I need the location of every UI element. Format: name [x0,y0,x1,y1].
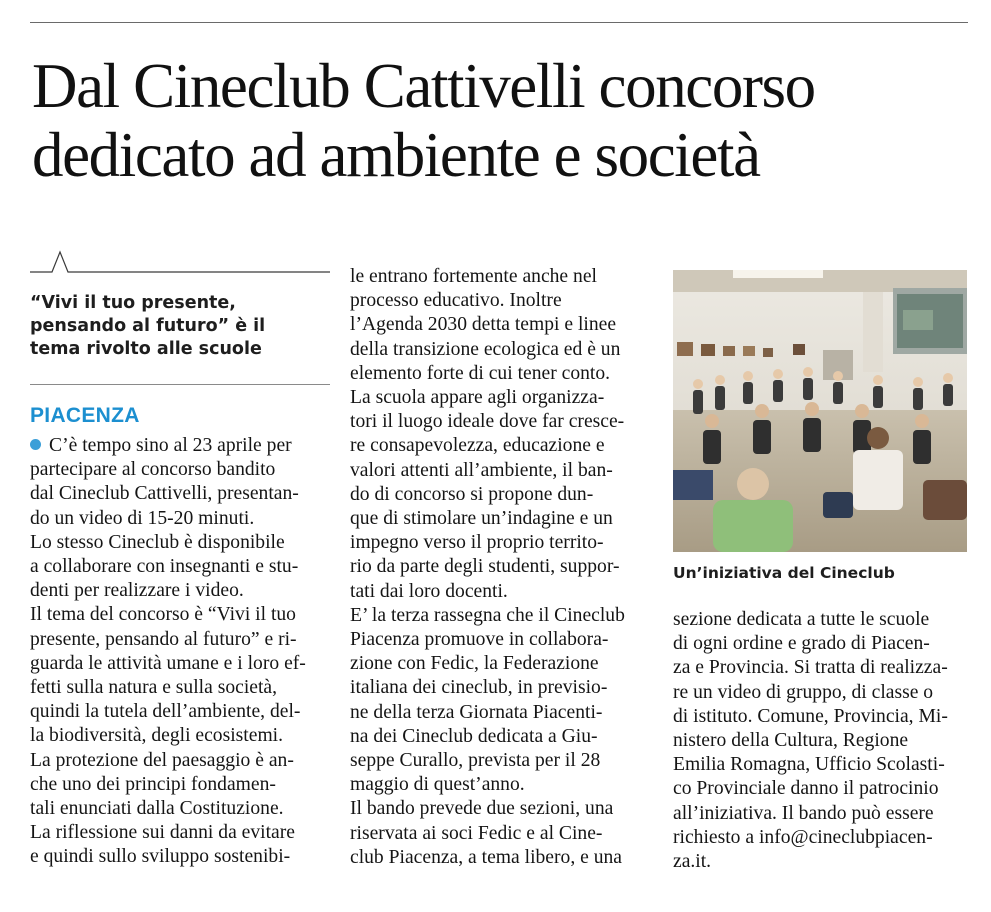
text-line: maggio di quest’anno. [350,774,525,796]
text-line: e quindi sullo sviluppo sostenibi- [30,846,291,868]
text-line: Il bando prevede due sezioni, una [350,798,614,820]
section-rule [30,384,330,385]
text-line: E’ la terza rassegna che il Cineclub [350,604,625,626]
text-line: ne della terza Giornata Piacenti- [350,701,603,723]
text-line: sezione dedicata a tutte le scuole [673,609,930,630]
text-line: do di concorso si propone dun- [350,483,594,505]
article-column-2 [350,265,652,870]
text-line: presente, pensando al futuro” e ri- [30,628,297,650]
text-line: do un video di 15-20 minuti. [30,507,255,529]
text-line: tali enunciati dalla Costituzione. [30,798,284,820]
text-line: fetti sulla natura e sulla società, [30,677,278,699]
text-line: l’Agenda 2030 detta tempi e linee [350,314,617,336]
event-photo-illustration [673,270,967,552]
text-line: re consapevolezza, educazione e [350,435,605,457]
text-line: que di stimolare un’indagine e un [350,508,613,530]
text-line: partecipare al concorso bandito [30,459,276,481]
bullet-dot-icon [30,439,41,450]
text-line: La protezione del paesaggio è an- [30,749,294,771]
text-line: della transizione ecologica ed è un [350,338,621,360]
text-line-content: C’è tempo sino al 23 aprile per [49,435,292,456]
text-line: Il tema del concorso è “Vivi il tuo [30,604,296,626]
text-line: Emilia Romagna, Ufficio Scolasti- [673,754,945,776]
text-line: processo educativo. Inoltre [350,290,562,312]
subheadline-line-2: pensando al futuro” è il [30,316,266,336]
text-line: club Piacenza, a tema libero, e una [350,846,623,868]
text-line: di ogni ordine e grado di Piacen- [673,633,930,655]
text-line: valori attenti all’ambiente, il ban- [350,459,613,481]
text-line: le entrano fortemente anche nel [350,266,597,287]
text-line: za.it. [673,851,712,873]
text-line: seppe Curallo, prevista per il 28 [350,750,601,772]
text-line: re un video di gruppo, di classe o [673,681,934,703]
text-line: di istituto. Comune, Provincia, Mi- [673,705,948,727]
top-rule [30,22,968,23]
subheadline [30,292,330,361]
text-line: za e Provincia. Si tratta di realizza- [673,657,948,679]
text-line: all’iniziativa. Il bando può essere [673,802,934,824]
text-line: che uno dei principi fondamen- [30,773,276,795]
text-line: rio da parte degli studenti, suppor- [350,556,620,578]
subheadline-line-1: “Vivi il tuo presente, [30,293,236,313]
text-line: guarda le attività umane e i loro ef- [30,652,306,674]
text-line: Lo stesso Cineclub è disponibile [30,531,285,553]
text-line: elemento forte di cui tener conto. [350,362,611,384]
article-column-1 [30,434,332,870]
subheadline-line-3: tema rivolto alle scuole [30,339,262,359]
text-line: quindi la tutela dell’ambiente, del- [30,701,301,723]
text-line: La scuola appare agli organizza- [350,387,605,409]
text-line: nistero della Cultura, Regione [673,730,909,752]
event-photo [673,270,967,552]
headline-line-2: dedicato ad ambiente e società [32,120,760,190]
text-line: La riflessione sui danni da evitare [30,822,295,844]
article-column-3 [673,608,971,874]
text-line: tori il luogo ideale dove far cresce- [350,411,625,433]
text-line: denti per realizzare i video. [30,580,244,602]
text-line: tati dai loro docenti. [350,580,508,602]
text-line: riservata ai soci Fedic e al Cine- [350,822,603,844]
photo-caption: Un’iniziativa del Cineclub [673,564,895,582]
text-line: na dei Cineclub dedicata a Giu- [350,725,598,747]
text-line: co Provinciale danno il patrocinio [673,778,939,800]
dateline: PIACENZA [30,404,140,427]
text-line: italiana dei cineclub, in previsio- [350,677,608,699]
text-line: richiesto a info@cineclubpiacen- [673,826,933,848]
text-line: a collaborare con insegnanti e stu- [30,556,299,578]
headline-line-1: Dal Cineclub Cattivelli concorso [32,51,815,121]
kicker-slash-rule [30,250,330,276]
text-line: Piacenza promuove in collabora- [350,629,609,651]
headline [32,52,972,190]
text-line: la biodiversità, degli ecosistemi. [30,725,284,747]
text-line: impegno verso il proprio territo- [350,532,604,554]
text-line [30,434,332,458]
text-line: zione con Fedic, la Federazione [350,653,599,675]
text-line: dal Cineclub Cattivelli, presentan- [30,483,299,505]
